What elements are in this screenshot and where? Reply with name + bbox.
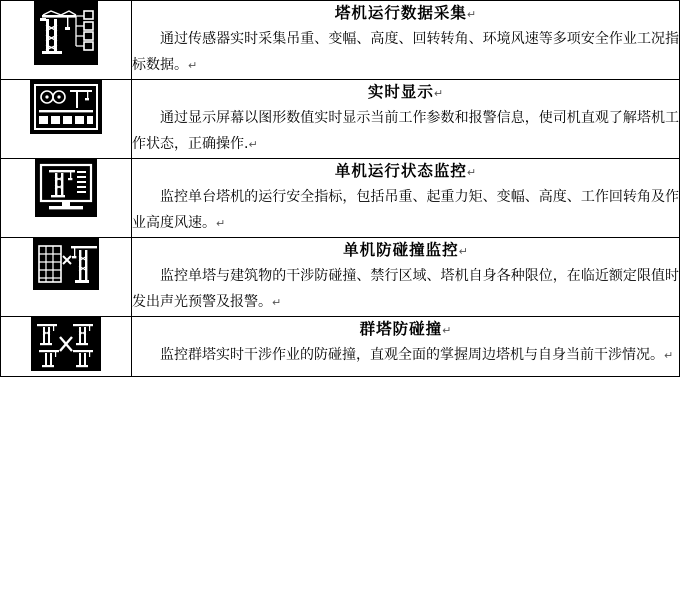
paragraph-mark: ↵	[458, 244, 468, 258]
row-title: 单机防碰撞监控↵	[343, 240, 468, 259]
realtime-display-screen-icon	[30, 80, 102, 134]
paragraph-mark: ↵	[248, 137, 258, 151]
paragraph-mark: ↵	[433, 86, 444, 100]
row-title: 群塔防碰撞↵	[359, 319, 452, 338]
tower-crane-data-acquisition-icon	[34, 1, 98, 65]
table-row	[1, 158, 680, 237]
paragraph-mark: ↵	[466, 8, 477, 21]
text-cell	[132, 237, 680, 316]
icon-cell	[1, 158, 132, 237]
row-body: 通过传感器实时采集吊重、变幅、高度、回转转角、环境风速等多项安全作业工况指标数据。↵	[132, 31, 679, 74]
row-body: 监控单台塔机的运行安全指标，包括吊重、起重力矩、变幅、高度、工作回转角及作业高度风速。↵	[132, 188, 679, 231]
row-title: 单机运行状态监控↵	[334, 161, 477, 180]
single-machine-anti-collision-icon	[33, 238, 99, 290]
text-cell	[132, 1, 680, 80]
paragraph-mark: ↵	[664, 348, 674, 362]
paragraph-mark: ↵	[216, 216, 226, 230]
row-body: 通过显示屏幕以图形数值实时显示当前工作参数和报警信息，使司机直观了解塔机工作状态，正确操作.↵	[132, 110, 679, 152]
icon-cell	[1, 1, 132, 80]
text-cell	[132, 158, 680, 237]
group-tower-anti-collision-icon	[31, 317, 101, 371]
text-cell	[132, 79, 680, 158]
row-title: 塔机运行数据采集↵	[334, 4, 477, 22]
icon-cell	[1, 237, 132, 316]
table-row	[1, 1, 680, 80]
table-row	[1, 79, 680, 158]
table-row	[1, 316, 680, 376]
single-machine-status-monitor-icon	[35, 159, 97, 217]
row-body: 监控单塔与建筑物的干涉防碰撞、禁行区域、塔机自身各种限位，在临近额定限值时发出声光预警及报警。↵	[132, 267, 679, 310]
paragraph-mark: ↵	[188, 59, 198, 73]
row-title: 实时显示↵	[367, 82, 444, 101]
paragraph-mark: ↵	[442, 323, 452, 337]
paragraph-mark: ↵	[466, 165, 477, 179]
table-row	[1, 237, 680, 316]
icon-cell	[1, 316, 132, 376]
icon-cell	[1, 79, 132, 158]
paragraph-mark: ↵	[272, 295, 282, 309]
row-body: 监控群塔实时干涉作业的防碰撞，直观全面的掌握周边塔机与自身当前干涉情况。↵	[160, 346, 674, 363]
text-cell	[132, 316, 680, 376]
